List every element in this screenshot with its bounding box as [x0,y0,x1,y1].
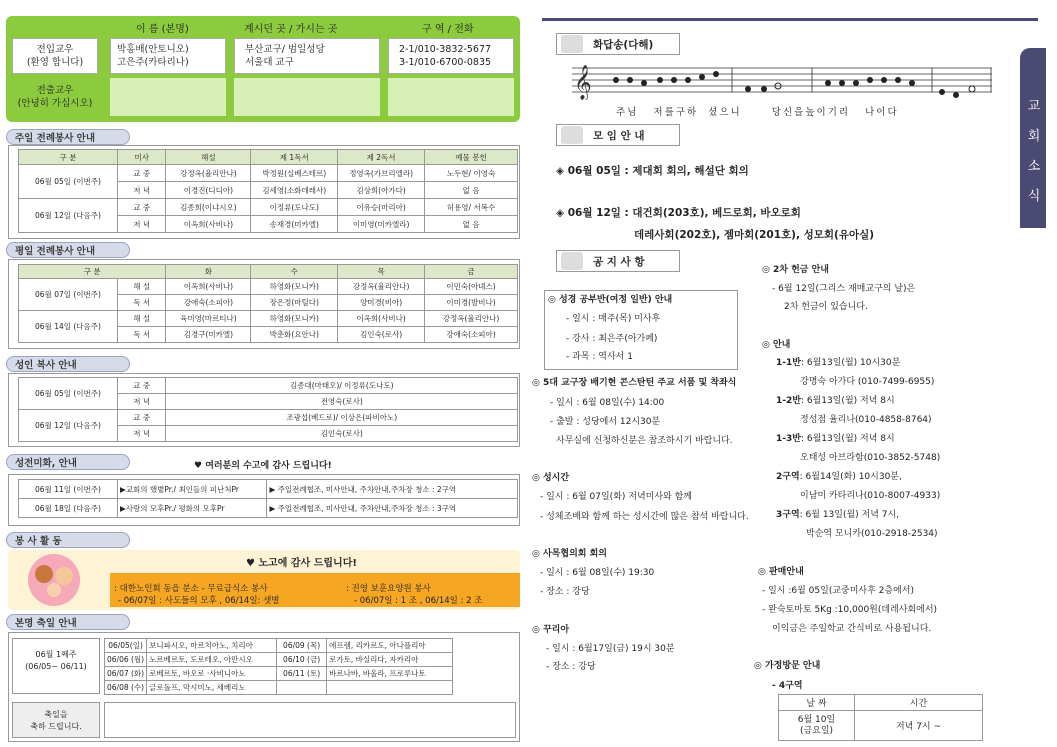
table-cell: 김종희(이냐시오) [166,199,251,216]
altar-thanks: ♥ 여러분의 수고에 감사 드립니다! [194,461,332,471]
meeting-3: 데레사회(202호), 젬마회(201호), 성모회(유아실) [634,229,875,241]
table-cell: 06/05(일) [105,639,147,653]
table-cell: 교 중 [117,165,165,182]
birthday-week: 06월 1째주 (06/05~ 06/11) [12,638,100,694]
table-cell: 교 중 [117,199,165,216]
birthday-title: 본명 축일 안내 [6,614,130,630]
person-icon [561,252,583,270]
table-cell: ▶사랑의 모후Pr./ 평화의 모후Pr [117,499,266,518]
table-cell: 이민숙(아녜스) [425,279,518,295]
table-cell: 노르베르토, 도로테오, 아만시오 [147,653,277,667]
music-staff [572,58,992,100]
sale-title: ◎ 판매안내 [758,567,804,577]
bible-3: - 과목 : 역사서 1 [566,352,633,362]
table-row: 06월 05일 (이번주) [19,165,118,199]
sunday-h1: 미사 [117,150,165,165]
svg-text:𝄞: 𝄞 [574,65,592,100]
table-cell: 김인숙(로사) [338,327,425,343]
guide-val: : 6월13일(월) 10시30분 [800,358,901,368]
in-names: 박홍배(안토니오) 고은주(카타리나) [110,38,226,74]
table-row: 06월 14일 (다음주) [19,311,118,343]
table-cell: 독 서 [117,327,165,343]
guide-5 [776,509,899,521]
table-cell: 06/10 (금) [277,653,327,667]
table-cell: 이미경(발비나) [425,295,518,311]
holy-1: - 일시 : 6월 07일(화) 저녁미사와 함께 [540,492,692,502]
table-cell: 없 음 [425,182,518,199]
table-cell: ▶교회의 했볕Pr./ 최인들의 피난처Pr [117,480,266,499]
guide-1p: 강명숙 아가다 (010-7499-6955) [800,377,935,387]
birthday-congrats: 축일을 축하 드립니다. [12,702,100,738]
sunday-h4: 제 2독서 [338,150,425,165]
adult-table [18,377,518,442]
table-cell: 이경진(디디아) [166,182,251,199]
guide-3p: 오태성 아브라함(010-3852-5748) [800,453,941,463]
table-cell: 강애숙(소피아) [166,295,251,311]
table-cell: 이정류(도나도) [251,199,338,216]
table-cell: 전영숙(로사) [166,394,518,410]
table-cell: 저 녁 [117,426,165,442]
divider-line [542,18,1038,21]
meeting-1: ◈ 06월 05일 : 제대회 회의, 해설단 회의 [556,165,749,177]
service-right-title: : 진영 보훈요양원 봉사 [346,584,431,594]
table-cell: 노두현/ 이영숙 [425,165,518,182]
col-zone-header: 구 역 / 전화 [422,24,474,35]
table-cell: 이옥희(사비나) [338,311,425,327]
guide-val: : 6월14일(화) 10시30분, [799,472,902,482]
weekday-h3: 수 [251,265,338,279]
table-cell: 시간 [855,695,983,711]
cash-2: 2차 헌금이 있습니다. [784,302,868,312]
table-cell: 06/11 (토) [277,667,327,681]
guide-key: 2구역 [776,472,800,482]
table-row: 06월 18일 (다음주) [19,499,118,518]
table-cell: 이유승(마리아) [338,199,425,216]
weekday-h0: 구 분 [19,265,166,279]
table-cell: 김인숙(로사) [166,426,518,442]
bible-2: - 강사 : 최은주(아가페) [566,334,658,344]
exhib-2: - 출발 : 성당에서 12시30분 [550,417,661,427]
table-cell: 정영옥(가브리엘라) [338,165,425,182]
meeting-label: 모 임 안 내 [593,129,645,142]
table-cell: 교 중 [117,378,165,394]
kk-2: - 장소 : 강당 [546,662,596,672]
soc-1: - 일시 : 6월 08일(수) 19:30 [540,568,655,578]
meeting-2: ◈ 06월 12일 : 대건회(203호), 베드로회, 바오로회 [556,207,801,219]
birthday-table [104,638,453,695]
table-cell: 조광섭(베드로)/ 이상은(파비아노) [166,410,518,426]
table-cell [327,681,453,695]
table-cell: 박춘화(요안나) [251,327,338,343]
table-cell: 이옥희(사비나) [166,216,251,233]
soc-title: ◎ 사목협의회 회의 [532,549,607,559]
table-cell: 송재경(미카엘) [251,216,338,233]
table-cell: 저 녁 [117,394,165,410]
altar-title: 성전미화, 안내 [6,454,130,470]
table-cell: 강애숙(소피아) [425,327,518,343]
sunday-h3: 제 1독서 [251,150,338,165]
exhib-1: - 일시 : 6월 08일(수) 14:00 [550,398,665,408]
service-right-detail: - 06/07일 : 1 조 , 06/14일 : 2 조 [354,596,483,606]
person-icon [561,35,583,53]
weekday-h5: 금 [425,265,518,279]
guide-key: 3구역 [776,510,800,520]
in-place: 부산교구/ 범일성당 서울대 교구 [234,38,380,74]
guide-val: : 6월13일(월) 저녁 8시 [800,434,895,444]
table-cell: 강정옥(율리안나) [338,279,425,295]
in-zone: 2-1/010-3832-5677 3-1/010-6700-0835 [388,38,514,74]
table-cell: 육미영(마르티나) [166,311,251,327]
table-cell: 강정옥(율리안나) [166,165,251,182]
birthday-blank [104,702,516,738]
meeting-tag [556,124,680,146]
exhib-title: ◎ 5대 교구장 배기현 콘스탄틴 주교 서품 및 착좌식 [532,378,737,388]
table-cell: 6월 10일 (금요일) [779,711,855,741]
service-thanks: ♥ 노고에 감사 드립니다! [246,558,357,569]
side-label: 교 회 소 식 [1027,99,1041,204]
kk-1: - 일시 : 6월17일(금) 19시 30분 [546,644,675,654]
table-cell: 06/07 (화) [105,667,147,681]
family-icon [24,552,84,608]
holy-2: - 성체조배와 함께 하는 성시간에 많은 참석 바랍니다. [540,512,749,522]
table-row: 06월 05일 (이번주) [19,378,118,410]
guide-1 [776,357,900,369]
holy-title: ◎ 성시간 [532,473,570,483]
table-cell: 저 녁 [117,182,165,199]
kk-title: ◎ 꾸리아 [532,625,570,635]
table-cell: 해 설 [117,311,165,327]
in-label: 전입교우 (환영 합니다) [12,38,98,74]
table-cell: 바르나바, 바올라, 프로루나토 [327,667,453,681]
out-names [110,78,226,116]
table-cell: 06/06 (월) [105,653,147,667]
table-cell: 글로돌프, 막시미노, 세베리노 [147,681,277,695]
table-cell: 로베르토, 바오로 ·사비니아노 [147,667,277,681]
out-zone [388,78,514,116]
sale-1: - 일시 :6월 05일(교중미사후 2층에서) [762,586,914,596]
guide-key: 1-1반 [776,358,801,368]
table-cell: 교 중 [117,410,165,426]
table-row: 06월 12일 (다음주) [19,410,118,442]
weekday-table [18,264,518,343]
table-cell: ▶ 주일전례협조, 미사안내, 주차안내,주차장 청소 : 2구역 [267,480,518,499]
exhib-3: 사무실에 신청하신분은 참조하시기 바랍니다. [556,436,733,446]
guide-key: 1-3반 [776,434,801,444]
weekday-title: 평일 전례봉사 안내 [6,242,130,258]
service-left-detail: - 06/07일 : 사도들의 모후 , 06/14일: 샛별 [118,596,280,606]
response-label: 화답송(다해) [593,38,654,51]
table-cell: 저녁 7시 ~ [855,711,983,741]
table-cell: 해 설 [117,279,165,295]
guide-3 [776,433,895,445]
table-cell: 김종대(마태오)/ 이정류(도나도) [166,378,518,394]
visit-zone: - 4구역 [772,681,803,691]
table-cell: 이미영(미카엘라) [338,216,425,233]
sunday-table [18,149,518,233]
table-row: 06월 12일 (다음주) [19,199,118,233]
guide-val: : 6월13일(월) 저녁 8시 [800,396,895,406]
guide-title: ◎ 안내 [762,340,791,350]
notice-label: 공 지 사 항 [593,255,645,268]
table-cell: 이옥희(사비나) [166,279,251,295]
sale-2: - 완숙토마토 5Kg :10,000원(데레사회에서) [762,605,938,615]
visit-title: ◎ 가정방문 안내 [754,661,821,671]
col-place-header: 계시던 곳 / 가시는 곳 [244,24,338,35]
table-cell: 하영화(모니카) [251,279,338,295]
table-cell [277,681,327,695]
table-row: 06월 11일 (이번주) [19,480,118,499]
table-cell: 강정옥(율리안나) [425,311,518,327]
table-cell: 06/09 (목) [277,639,327,653]
guide-4 [776,471,902,483]
sale-3: 이익금은 주일학교 간식비로 사용됩니다. [772,624,932,634]
cash-1: - 6월 12일(그리스 재매교구의 날)은 [772,284,916,294]
table-row: 06월 07일 (이번주) [19,279,118,311]
table-cell: 없 음 [425,216,518,233]
weekday-h4: 목 [338,265,425,279]
altar-table [18,479,518,518]
table-cell: 김상희(아가다) [338,182,425,199]
table-cell: 박정원(실베스테르) [251,165,338,182]
guide-val: : 6월 13일(월) 저녁 7시, [799,510,900,520]
adult-title: 성인 복사 안내 [6,356,130,372]
visit-table [778,694,983,741]
table-cell: 06/08 (수) [105,681,147,695]
sunday-title: 주일 전례봉사 안내 [6,129,130,145]
table-cell: 허용영/ 서복수 [425,199,518,216]
table-cell: 장은정(마틸다) [251,295,338,311]
table-cell: 김세영(소화데레사) [251,182,338,199]
response-tag [556,33,680,55]
table-cell: 에프렘, 리카르도, 아나플리아 [327,639,453,653]
table-cell: 김경구(미카엘) [166,327,251,343]
cash-title: ◎ 2차 헌금 안내 [762,265,829,275]
table-cell: 보니파시오, 마르치아노, 치리아 [147,639,277,653]
guide-key: 1-2반 [776,396,801,406]
weekday-h2: 화 [166,265,251,279]
table-cell: 독 서 [117,295,165,311]
guide-4p: 이남미 카타리나(010-8007-4933) [800,491,941,501]
table-cell: 하영화(모니카) [251,311,338,327]
guide-5p: 박순역 모니카(010-2918-2534) [806,529,938,539]
table-cell: 날 짜 [779,695,855,711]
sunday-h5: 예물 봉헌 [425,150,518,165]
col-name-header: 이 름 (본명) [136,24,189,35]
sunday-h2: 해설 [166,150,251,165]
out-place [234,78,380,116]
notice-tag [556,250,680,272]
out-label: 전출교우 (안녕히 가십시오) [17,85,93,109]
person-icon [561,126,583,144]
table-cell: 저 녁 [117,216,165,233]
guide-2p: 정성점 율리나(010-4858-8764) [800,415,932,425]
bible-title: ◎ 성경 공부반(여정 일반) 안내 [548,295,673,305]
soc-2: - 장소 : 강당 [540,587,590,597]
table-cell: 양미경(비아) [338,295,425,311]
guide-2 [776,395,895,407]
table-cell: 로가토, 바실리다, 자카리아 [327,653,453,667]
service-left-title: : 대한노인회 동읍 분소 - 무료급식소 봉사 [114,584,268,594]
table-cell: ▶ 주일전례협조, 미사안내, 주차안내,주차장 청소 : 3구역 [267,499,518,518]
bible-1: - 일시 : 매주(목) 미사후 [566,314,661,324]
lyrics: 주님 저를구하 셨으니 당신을높이기리 나이다 [616,107,899,118]
service-title: 봉 사 활 동 [6,532,130,548]
sunday-h0: 구 분 [19,150,118,165]
